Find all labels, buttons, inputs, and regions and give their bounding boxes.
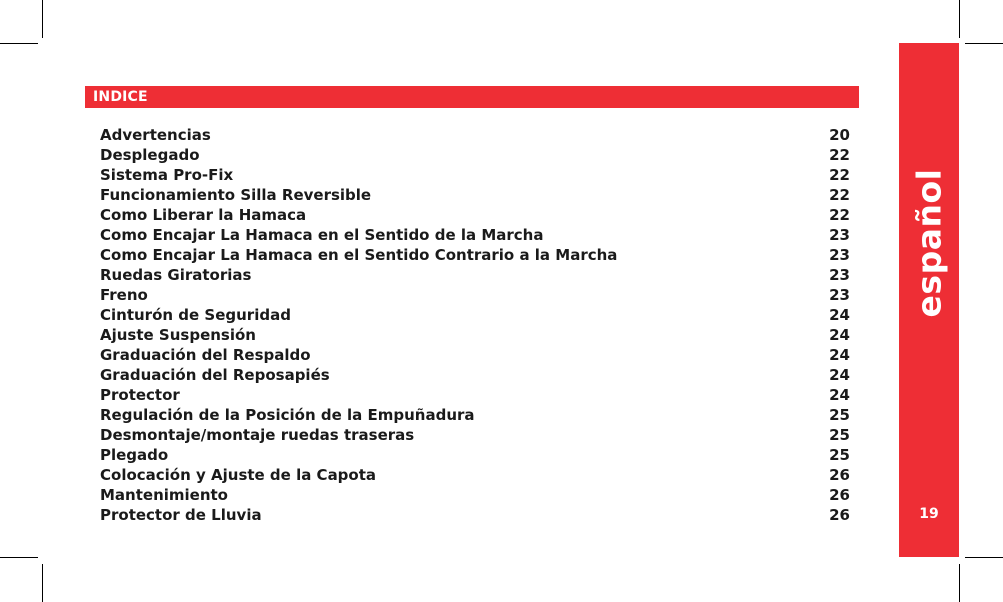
toc-entry [100, 365, 850, 385]
toc-entry-label: Funcionamiento Silla Reversible [100, 186, 372, 204]
language-side-tab [899, 43, 959, 557]
index-header-bar [85, 86, 859, 108]
toc-entry [100, 465, 850, 485]
toc-entry [100, 485, 850, 505]
toc-entry-label: Plegado [100, 446, 169, 464]
toc-entry-label: Protector de Lluvia [100, 506, 262, 524]
toc-entry-label: Freno [100, 286, 148, 304]
toc-entry-page: 23 [829, 246, 850, 264]
toc-entry [100, 345, 850, 365]
toc-entry [100, 165, 850, 185]
toc-entry [100, 505, 850, 525]
toc-entry-label: Como Liberar la Hamaca [100, 206, 307, 224]
toc-entry [100, 285, 850, 305]
toc-entry [100, 185, 850, 205]
toc-entry-label: Ajuste Suspensión [100, 326, 256, 344]
toc-entry-page: 25 [829, 446, 850, 464]
toc-entry [100, 385, 850, 405]
toc-entry-label: Sistema Pro-Fix [100, 166, 234, 184]
toc-entry-label: Graduación del Respaldo [100, 346, 311, 364]
toc-entry-page: 26 [829, 506, 850, 524]
toc-entry-page: 24 [829, 366, 850, 384]
toc-entry-label: Como Encajar La Hamaca en el Sentido de la Marcha [100, 226, 544, 244]
toc-entry [100, 125, 850, 145]
toc-entry-label: Cinturón de Seguridad [100, 306, 291, 324]
toc-entry-label: Ruedas Giratorias [100, 266, 252, 284]
toc-entry-page: 26 [829, 466, 850, 484]
toc-entry-page: 24 [829, 346, 850, 364]
toc-entry-page: 22 [829, 186, 850, 204]
toc-entry [100, 325, 850, 345]
crop-mark [0, 43, 38, 44]
toc-entry-page: 25 [829, 406, 850, 424]
toc-entry-page: 22 [829, 166, 850, 184]
crop-mark [959, 0, 960, 38]
toc-entry-page: 23 [829, 226, 850, 244]
toc-entry-page: 22 [829, 146, 850, 164]
table-of-contents [100, 125, 850, 525]
toc-entry [100, 405, 850, 425]
crop-mark [965, 43, 1003, 44]
toc-entry [100, 145, 850, 165]
crop-mark [42, 564, 43, 602]
toc-entry [100, 305, 850, 325]
toc-entry-page: 24 [829, 386, 850, 404]
toc-entry-page: 25 [829, 426, 850, 444]
toc-entry [100, 225, 850, 245]
toc-entry-page: 24 [829, 326, 850, 344]
toc-entry-page: 26 [829, 486, 850, 504]
toc-entry-page: 23 [829, 286, 850, 304]
toc-entry [100, 205, 850, 225]
crop-mark [965, 557, 1003, 558]
page-number: 19 [919, 506, 939, 522]
index-title: INDICE [93, 89, 148, 105]
toc-entry-page: 24 [829, 306, 850, 324]
toc-entry-label: Desmontaje/montaje ruedas traseras [100, 426, 415, 444]
toc-entry-label: Graduación del Reposapiés [100, 366, 330, 384]
toc-entry-label: Protector [100, 386, 180, 404]
toc-entry-label: Como Encajar La Hamaca en el Sentido Contrario a la Marcha [100, 246, 618, 264]
language-label: español [909, 168, 949, 318]
toc-entry [100, 425, 850, 445]
toc-entry-label: Colocación y Ajuste de la Capota [100, 466, 377, 484]
toc-entry-label: Regulación de la Posición de la Empuñadura [100, 406, 475, 424]
toc-entry-label: Advertencias [100, 126, 211, 144]
toc-entry-label: Desplegado [100, 146, 200, 164]
toc-entry-page: 23 [829, 266, 850, 284]
toc-entry [100, 265, 850, 285]
crop-mark [42, 0, 43, 38]
toc-entry [100, 245, 850, 265]
toc-entry-page: 20 [829, 126, 850, 144]
crop-mark [0, 557, 38, 558]
toc-entry [100, 445, 850, 465]
toc-entry-label: Mantenimiento [100, 486, 228, 504]
toc-entry-page: 22 [829, 206, 850, 224]
crop-mark [959, 564, 960, 602]
